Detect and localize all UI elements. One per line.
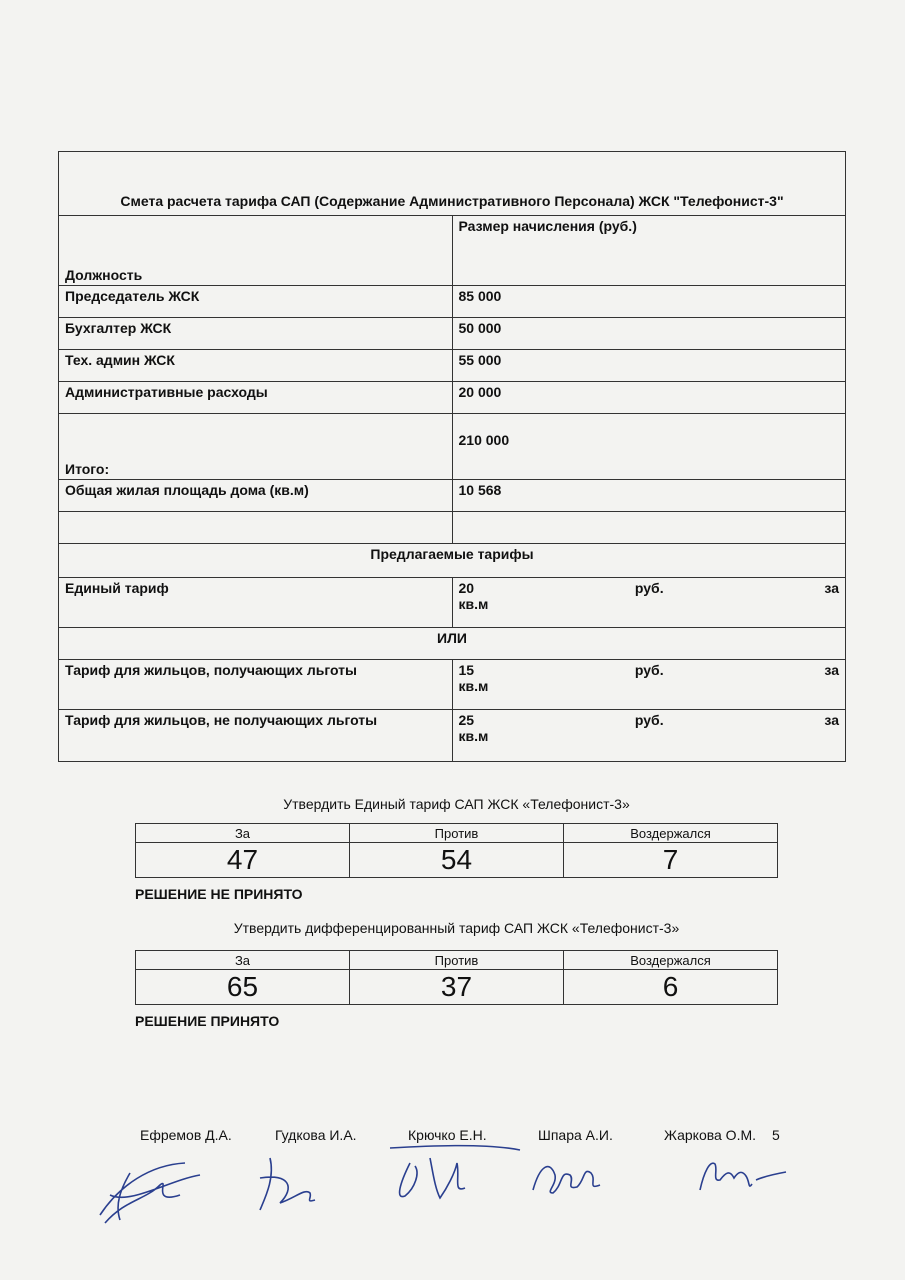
page-number: 5 (772, 1127, 780, 1143)
vote1-decision: РЕШЕНИЕ НЕ ПРИНЯТО (135, 886, 303, 902)
row-label: Тех. админ ЖСК (59, 350, 453, 382)
row-value: 85 000 (452, 286, 846, 318)
proposed-tariffs-header: Предлагаемые тарифы (59, 544, 846, 578)
vote-for-count: 47 (136, 843, 350, 878)
area-value: 10 568 (452, 480, 846, 512)
vote-abstain-header: Воздержался (564, 824, 778, 843)
empty-cell (452, 512, 846, 544)
total-value: 210 000 (452, 414, 846, 480)
rate-unit: кв.м (458, 596, 489, 612)
rate-unit: кв.м (458, 728, 489, 744)
benefit-tariff-value (452, 660, 846, 710)
row-label: Административные расходы (59, 382, 453, 414)
signer-name: Ефремов Д.А. (140, 1127, 232, 1143)
empty-cell (59, 512, 453, 544)
nobenefit-tariff-value (452, 710, 846, 762)
signer-name: Шпара А.И. (538, 1127, 613, 1143)
col-amount-header: Размер начисления (руб.) (452, 216, 846, 286)
nobenefit-tariff-label: Тариф для жильцов, не получающих льготы (59, 710, 453, 762)
vote-against-count: 37 (350, 970, 564, 1005)
vote-for-header: За (136, 951, 350, 970)
row-label: Председатель ЖСК (59, 286, 453, 318)
vote2-title: Утвердить дифференцированный тариф САП ЖСК «Телефонист-3» (233, 920, 680, 936)
signer-name: Жаркова О.М. (664, 1127, 757, 1143)
col-position-header: Должность (59, 216, 453, 286)
vote-abstain-count: 7 (564, 843, 778, 878)
estimate-table (58, 151, 846, 762)
total-label: Итого: (59, 414, 453, 480)
rate-line: 20 руб. за (458, 580, 839, 596)
vote-against-header: Против (350, 951, 564, 970)
signature-gudkova (250, 1148, 340, 1218)
vote1-title: Утвердить Единый тариф САП ЖСК «Телефонист-3» (283, 796, 630, 812)
or-separator: ИЛИ (59, 628, 846, 660)
signature-shpara (525, 1155, 605, 1200)
row-value: 50 000 (452, 318, 846, 350)
vote-abstain-count: 6 (564, 970, 778, 1005)
vote-against-header: Против (350, 824, 564, 843)
estimate-title: Смета расчета тарифа САП (Содержание Административного Персонала) ЖСК "Телефонист-3" (59, 152, 846, 216)
rate-line: 25 руб. за (458, 712, 839, 728)
signer-name: Крючко Е.Н. (408, 1127, 487, 1143)
vote-against-count: 54 (350, 843, 564, 878)
signature-zharkova (690, 1152, 790, 1197)
benefit-tariff-label: Тариф для жильцов, получающих льготы (59, 660, 453, 710)
signature-kryuchko (385, 1138, 525, 1213)
row-value: 20 000 (452, 382, 846, 414)
vote2-table (135, 950, 778, 1005)
signer-name: Гудкова И.А. (275, 1127, 357, 1143)
vote-for-header: За (136, 824, 350, 843)
vote2-decision: РЕШЕНИЕ ПРИНЯТО (135, 1013, 280, 1029)
row-value: 55 000 (452, 350, 846, 382)
signature-efremov (90, 1145, 210, 1230)
rate-unit: кв.м (458, 678, 489, 694)
vote-abstain-header: Воздержался (564, 951, 778, 970)
area-label: Общая жилая площадь дома (кв.м) (59, 480, 453, 512)
vote1-table (135, 823, 778, 878)
single-tariff-label: Единый тариф (59, 578, 453, 628)
rate-line: 15 руб. за (458, 662, 839, 678)
vote-for-count: 65 (136, 970, 350, 1005)
row-label: Бухгалтер ЖСК (59, 318, 453, 350)
single-tariff-value (452, 578, 846, 628)
